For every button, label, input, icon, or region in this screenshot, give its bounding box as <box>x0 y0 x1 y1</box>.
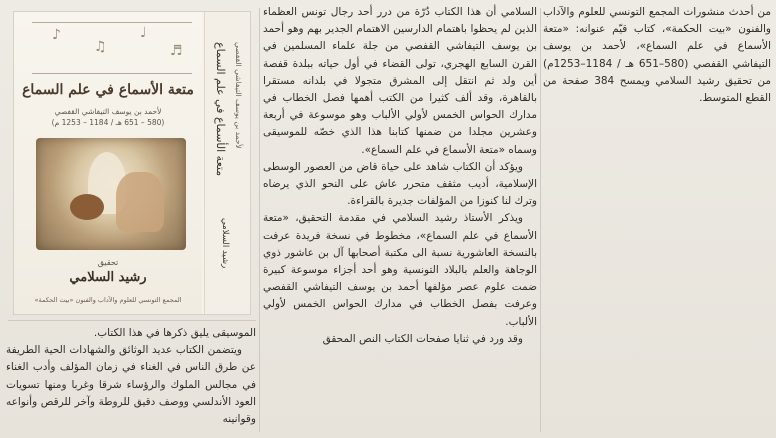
book-spine <box>204 12 250 314</box>
column-divider <box>540 8 541 432</box>
edit-label: تحقيق <box>97 258 119 267</box>
music-note-icon: ♬ <box>170 43 183 59</box>
paragraph: الموسيقى يليق ذكرها في هذا الكتاب. <box>93 327 256 339</box>
painting-figure <box>116 172 164 232</box>
cover-painting <box>36 138 186 250</box>
book-title: متعة الأسماع في علم السماع <box>22 82 194 98</box>
publisher-line: المجمع التونسي للعلوم والآداب والفنون «بيت الحكمة» <box>34 296 182 304</box>
column-divider <box>259 8 260 432</box>
spine-subtitle: لأحمد بن يوسف التيفاشي القفصي <box>234 42 243 149</box>
spine-author: رشيد السلامي <box>220 218 230 269</box>
lute-icon <box>70 194 104 220</box>
paragraph: ويذكر الأستاذ رشيد السلامي في مقدمة التحقيق، «متعة الأسماع في علم السماع»، مخطوط في نسخة فريدة عرفت بالنسخة العاشورية نسبة الى مكتبة أصحابها آل بن عاشور ذوي الوجاهة والعلم بالبلاد التونسية وهو أحد أجزاء موسوعة كبيرة ضمت علوم عصر مؤلفها أحمد بن يوسف التيفاشي القفصي وعرفت بفصل الخطاب في مدارك الحواس الخمس لأولي الألباب. <box>263 212 537 328</box>
paragraph: ويؤكد أن الكتاب شاهد على حياة قاض من العصور الوسطى الإسلامية، أديب مثقف متحرر عاش على النحو الذي يرضاه وترك لنا كنوزا من المؤلفات جديرة بالقراءة. <box>263 160 537 208</box>
article-column-right <box>543 4 771 436</box>
music-note-icon: ♫ <box>94 39 107 55</box>
music-note-icon: ♪ <box>52 27 61 43</box>
book-editor: رشيد السلامي <box>69 270 147 285</box>
spine-title: متعة الأسماع في علم السماع <box>214 42 227 177</box>
music-note-icon: ♩ <box>140 25 147 41</box>
paragraph: ويتضمن الكتاب عديد الوثائق والشهادات الحية الطريفة عن طرق الناس في الغناء في زمان المؤلف وأدب الغناء في مجالس الملوك والرؤساء شرقا وغربا ومنها تسويات العود الأندلسي ووصف دقيق للروطة وآخر للرقص وأنواعه وقوانينه <box>6 344 256 426</box>
paragraph: من أحدث منشورات المجمع التونسي للعلوم والآداب والفنون «بيت الحكمة»، كتاب قيّم عنوانه: «متعة الأسماع في علم السماع»، لأحمد بن يوسف التيفاشي القفصي (580–651 هـ / 1184–1253م) من تحقيق رشيد السلامي ويمسح 384 صفحة من القطع المتوسط. <box>543 6 771 105</box>
book-cover-photo <box>14 12 250 314</box>
paragraph: السلامي أن هذا الكتاب دُرّة من درر أحد رجال تونس العظماء الذين لم يحظوا باهتمام الدارسين الاهتمام الجدير بهم وهو أحمد بن يوسف التيفاشي القفصي من جلة علماء المسلمين في القرن السابع الهجري، تولى القضاء في أول حياته ببلدة قفصة أين ولد ثم انتقل إلى المشرق متجولا في بلدانه مستقرا بالقاهرة، وقد ألف كثيرا من الكتب أهمها فصل الخطاب في مدارك الحواس الخمس لأولي الألباب وهو موسوعة في أربعة وعشرين مجلدا من ضمنها كتابنا هذا الذي خصّه للموسيقى وسماه «متعة الأسماع في علم السماع». <box>263 6 537 156</box>
paragraph: وقد ورد في ثنايا صفحات الكتاب النص المحقق <box>322 332 523 345</box>
image-divider <box>8 320 256 321</box>
music-staff-decoration <box>32 22 192 74</box>
article-column-middle <box>263 4 537 436</box>
book-author-line: لأحمد بن يوسف التيفاشي القفصي (580 – 651 هـ / 1184 – 1253 م) <box>51 107 165 127</box>
article-column-left <box>6 325 256 437</box>
